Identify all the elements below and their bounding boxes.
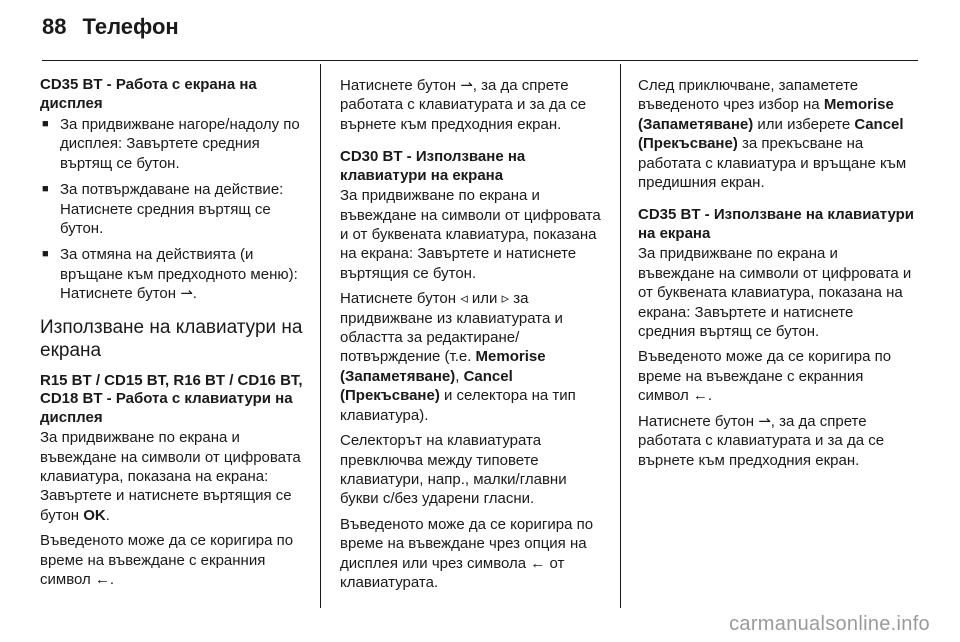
list-item: ■ За придвижване нагоре/надолу по дисплея: Завъртете средния въртящ се бутон.: [40, 115, 306, 173]
chapter-title: Телефон: [82, 14, 179, 39]
text-run: за прекъсване на работата с клавиатура и връщане към предишния екран.: [638, 135, 907, 192]
page-header: [42, 14, 179, 54]
column-2: [340, 76, 606, 598]
cancel-label: Cancel (Прекъсване): [638, 115, 904, 153]
paragraph: [638, 76, 914, 192]
cancel-label: Cancel (Прекъсване): [340, 367, 513, 405]
column-1: [40, 76, 306, 595]
header-rule: [42, 60, 918, 61]
memorise-label: Memorise (Запаметяване): [340, 348, 546, 385]
ok-button-label: OK: [83, 506, 106, 524]
paragraph: [340, 289, 606, 425]
paragraph: За придвижване по екрана и въвеждане на символи от цифровата и от буквената клавиатура, показана на екрана: Завъртете и натиснете въртящия се бутон.: [340, 187, 601, 282]
paragraph: Селекторът на клавиатурата превключва между типовете клавиатури, напр., малки/главни букви с/без ударени гласни.: [340, 432, 567, 508]
memorise-label: Memorise (Запаметяване): [638, 96, 894, 133]
paragraph: Натиснете бутон ⇀, за да спрете работата с клавиатурата и за да се върнете към предходния екран.: [638, 412, 885, 469]
section-heading-cd35-keyboards: CD35 BT - Използване на клавиатури на екрана: [638, 206, 915, 242]
column-divider-2: [620, 64, 621, 608]
text-run: Натиснете бутон ◃ или ▹ за придвижване из клавиатурата и областта за редактиране/потвърждение (т.е.: [340, 290, 563, 366]
column-3: [638, 76, 914, 476]
list-item: ■ За потвърждаване на действие: Натиснете средния въртящ се бутон.: [40, 180, 306, 238]
chapter-subtitle: Използване на клавиатури на екрана: [40, 316, 303, 361]
paragraph: Натиснете бутон ⇀, за да спрете работата с клавиатурата и за да се върнете към предходния екран.: [340, 77, 587, 133]
paragraph: За придвижване по екрана и въвеждане на символи от цифровата и от буквената клавиатура, показана на екрана: Завъртете и натиснете средния въртящ се бутон.: [638, 245, 912, 341]
paragraph: [40, 428, 306, 525]
page-number: 88: [42, 14, 67, 39]
instruction-list: [40, 115, 306, 304]
column-divider-1: [320, 64, 321, 608]
section-heading-cd30-keyboards: CD30 BT - Използване на клавиатури на екрана: [340, 148, 526, 184]
text-run: След приключване, запаметете въведеното чрез избор на: [638, 77, 859, 114]
text-run: За придвижване по екрана и въвеждане на символи от цифровата клавиатура, показана на екрана: Завъртете и натиснете въртящия се бутон: [40, 429, 301, 524]
text-run: или изберете: [753, 115, 855, 133]
list-item: ■ За отмяна на действията (и връщане към предходното меню): Натиснете бутон ⇀.: [40, 245, 306, 303]
text-run: и селектора на тип клавиатура).: [340, 387, 576, 424]
paragraph: Въведеното може да се коригира по време на въвеждане с екранния символ ←.: [638, 348, 892, 405]
section-heading-r15-keyboards: R15 BT / CD15 BT, R16 BT / CD16 BT, CD18 BT - Работа с клавиатури на дисплея: [40, 371, 303, 426]
paragraph: Въведеното може да се коригира по време на въвеждане с екранния символ ←.: [40, 532, 294, 588]
section-heading-cd35-display: CD35 BT - Работа с екрана на дисплея: [40, 76, 257, 112]
text-run: ,: [455, 367, 464, 385]
site-watermark: carmanualsonline.info: [729, 613, 930, 635]
text-run: .: [105, 506, 110, 524]
paragraph: Въведеното може да се коригира по време на въвеждане чрез опция на дисплея или чрез символа ← от клавиатурата.: [340, 515, 594, 591]
